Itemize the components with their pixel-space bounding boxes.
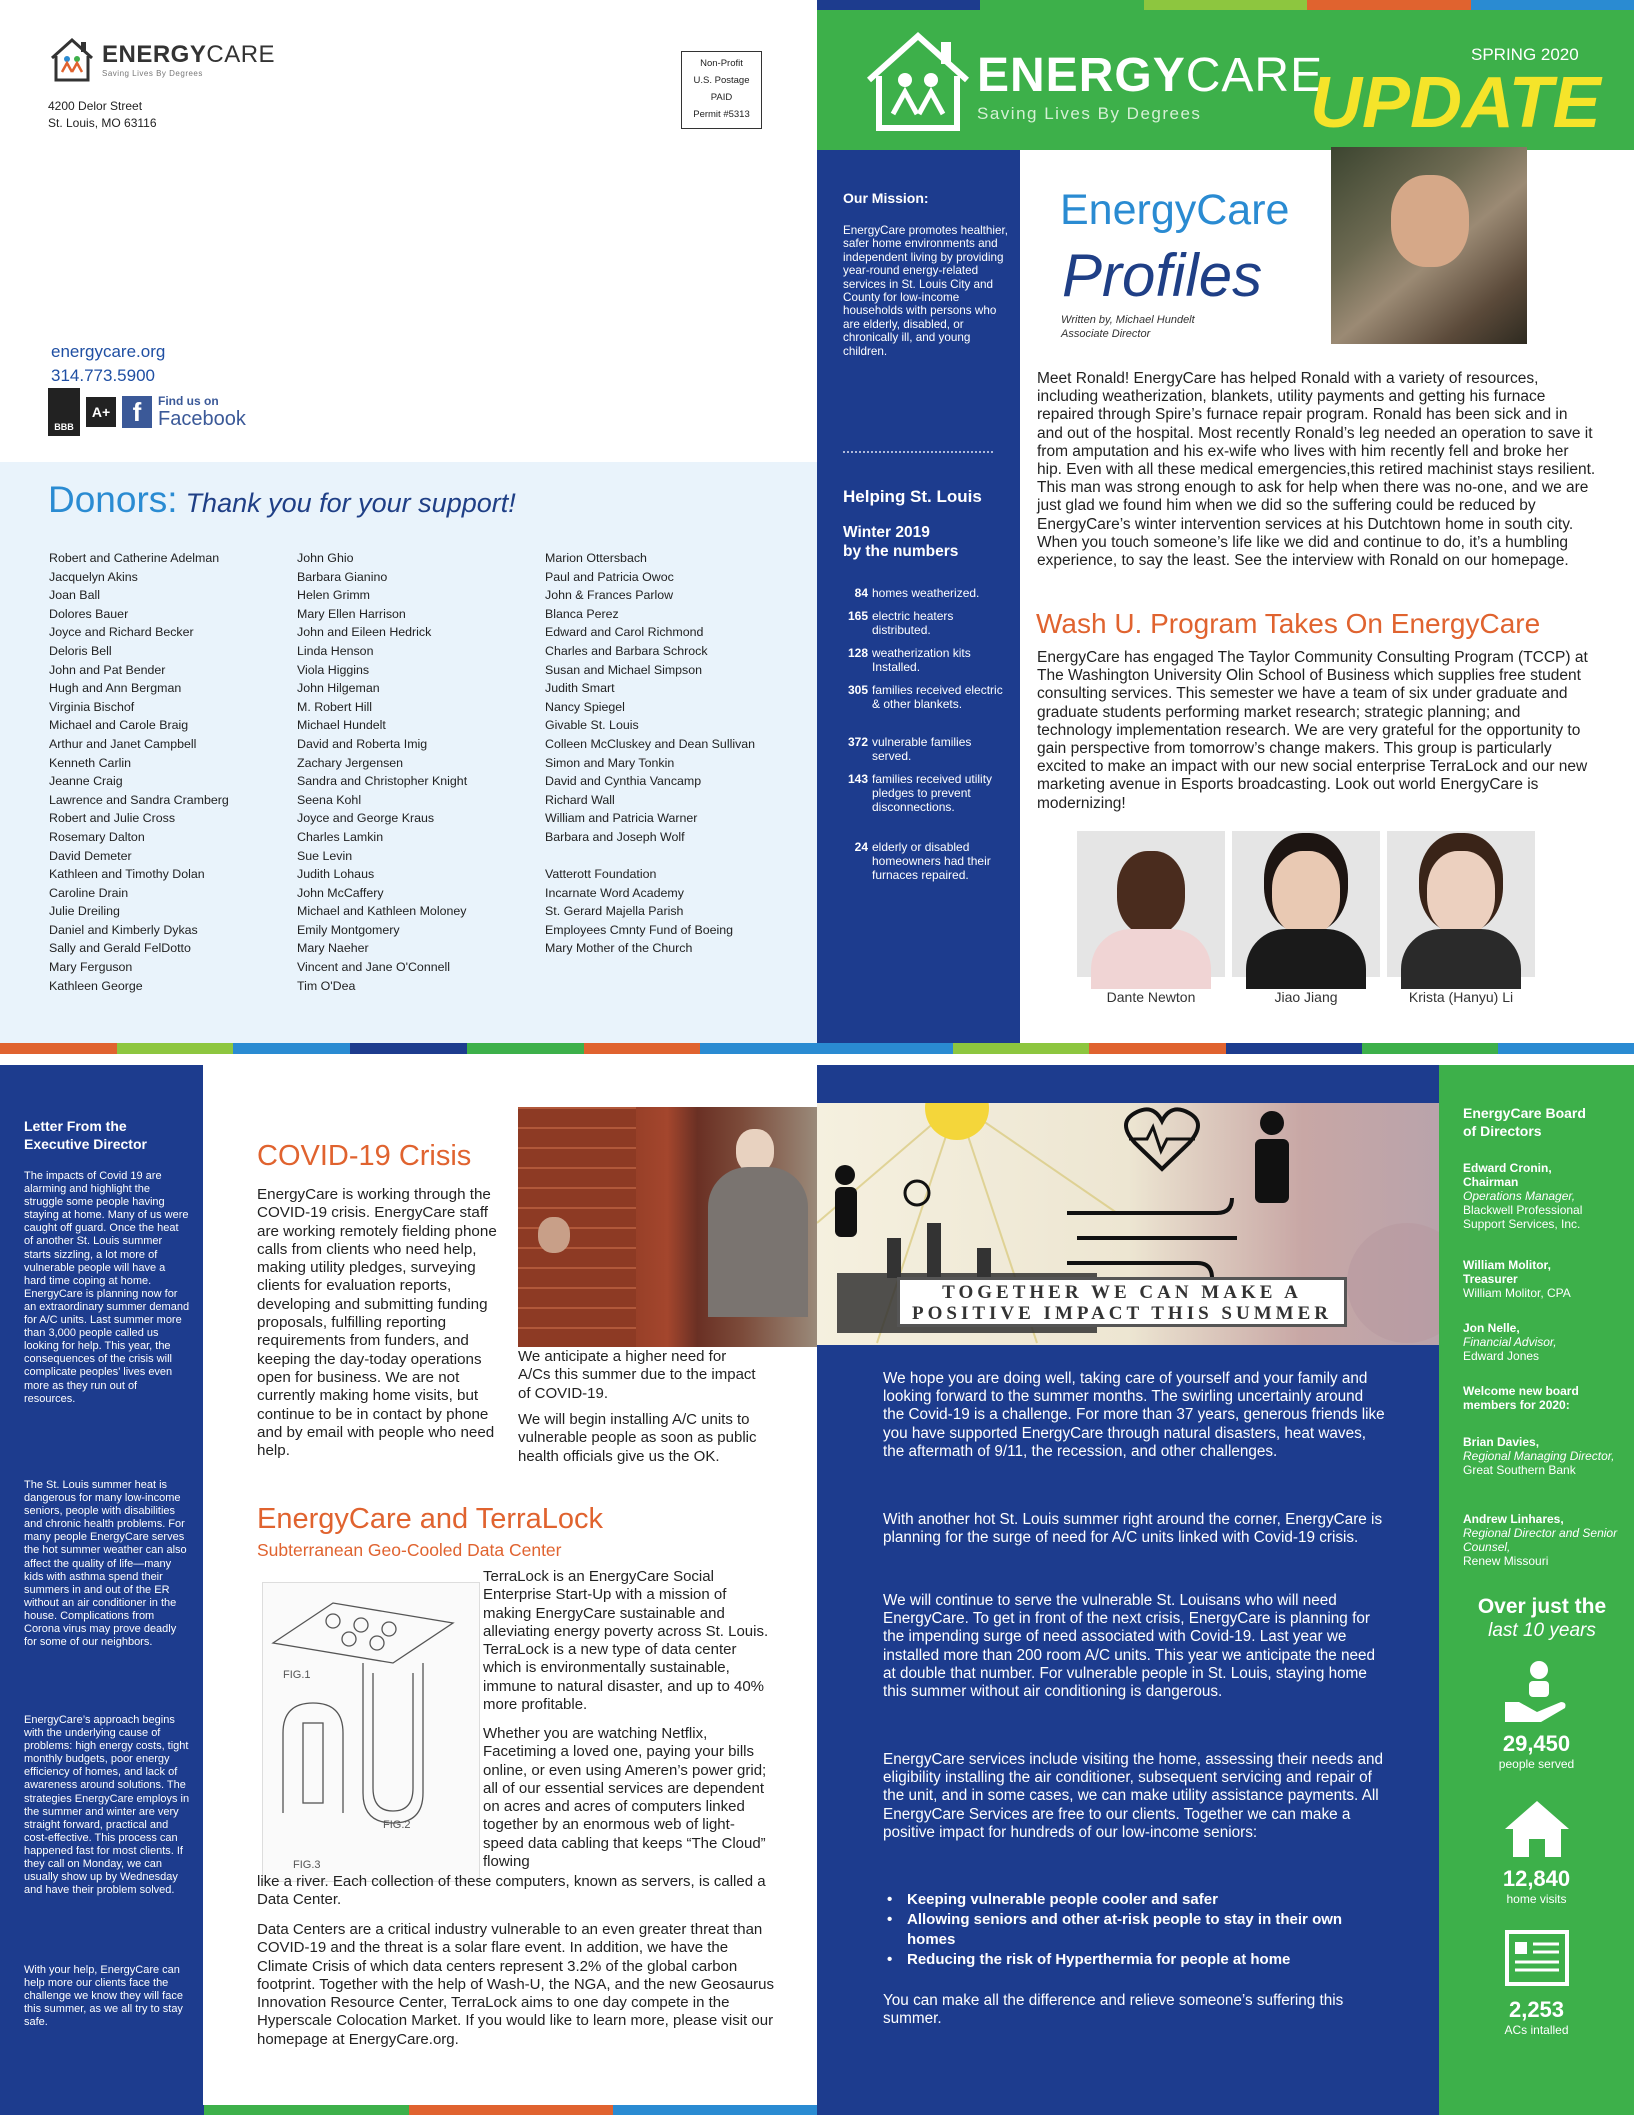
donor-name: John Hilgeman <box>297 681 380 696</box>
mailer-logo-tagline: Saving Lives By Degrees <box>102 68 203 78</box>
donor-name: Judith Lohaus <box>297 867 375 882</box>
summer-bullet-list <box>883 1890 1388 1970</box>
portrait-body <box>1246 929 1366 989</box>
donor-name: Colleen McCluskey and Dean Sullivan <box>545 736 756 751</box>
donor-name: Jeanne Craig <box>49 774 123 789</box>
donors-heading <box>48 479 516 521</box>
donor-list-col-1 <box>49 549 229 995</box>
terralock-subtitle: Subterranean Geo-Cooled Data Center <box>257 1540 562 1560</box>
board-member <box>1463 1258 1623 1300</box>
bullet-item: • Keeping vulnerable people cooler and safer <box>883 1890 1388 1910</box>
donor-name: M. Robert Hill <box>297 699 373 714</box>
bbb-logo-icon: BBB <box>48 388 80 436</box>
donor-name: Emily Montgomery <box>297 922 400 937</box>
newsletter-title: UPDATE <box>1310 63 1601 143</box>
donor-name: Susan and Michael Simpson <box>545 662 703 677</box>
donor-name: Dolores Bauer <box>49 606 129 621</box>
bullet-item: • Allowing seniors and other at-risk people to stay in their own homes <box>883 1910 1388 1950</box>
board-member <box>1463 1161 1623 1231</box>
address-line-1: 4200 Delor Street <box>48 99 143 113</box>
letter-paragraph: EnergyCare’s approach begins with the underlying cause of problems: high energy costs, tight monthly budgets, poor energy efficiency of homes, and lack of awareness around solutions. The strategies EnergyCare employs in the summer and winter are very straight forward, practical and cost-effective. This process can happened fast for most clients. If they call on Monday, we can usually show up by Wednesday and have their problem solved. <box>24 1714 190 1897</box>
student-name: Krista (Hanyu) Li <box>1408 989 1514 1005</box>
wash-title: Wash U. Program Takes On EnergyCare <box>1036 608 1541 639</box>
stat-number: 143 <box>847 772 868 786</box>
donor-name: Givable St. Louis <box>545 718 639 733</box>
fig-label: FIG.3 <box>293 1859 321 1871</box>
terralock-paragraph-1: TerraLock is an EnergyCare Social Enterprise Start-Up with a mission of making EnergyCare sustainable and alleviating energy poverty across St. Louis. TerraLock is a new type of data center which is environmentally sustainable, immune to natural disaster, and up to 40% more profitable. <box>483 1568 769 1714</box>
terralock-paragraph-2b: like a river. Each collection of these computers, known as servers, is called a Data Center. <box>257 1873 766 1909</box>
stat-label: electric heaters distributed. <box>872 609 954 637</box>
house-logo-icon <box>48 34 96 84</box>
donor-name <box>545 847 755 866</box>
stat-label: vulnerable families served. <box>872 735 972 763</box>
donor-name: Judith Smart <box>545 681 615 696</box>
stat-number: 2,253 <box>1508 1997 1565 2022</box>
donor-name: Julie Dreiling <box>49 904 120 919</box>
terralock-paragraph-2a: Whether you are watching Netflix, Facetiming a loved one, paying your bills online, or even using Ameren’s power grid; all of our essential services are dependent on acres and acres of computers linked together by an enormous web of light-speed data cabling that keeps “The Cloud” flowing <box>483 1725 767 1871</box>
student-photo <box>1077 831 1225 977</box>
new-members-line-2: members for 2020: <box>1463 1398 1570 1412</box>
member-org: Blackwell Professional Support Services, Inc. <box>1463 1203 1583 1231</box>
byline-author: Written by, Michael Hundelt <box>1061 314 1195 326</box>
summer-paragraph: With another hot St. Louis summer right around the corner, EnergyCare is planning for the surge of need for A/C units linked with Covid-19 crisis. <box>883 1511 1383 1547</box>
color-strip <box>0 1043 817 1054</box>
donor-name: Sally and Gerald FelDotto <box>49 941 191 956</box>
donor-name: Barbara Gianino <box>297 569 388 584</box>
donor-name: Virginia Bischof <box>49 699 135 714</box>
donor-name: Robert and Catherine Adelman <box>49 551 220 565</box>
donor-name: David and Cynthia Vancamp <box>545 774 702 789</box>
board-member <box>1463 1321 1623 1363</box>
donor-name: Joyce and Richard Becker <box>49 625 194 640</box>
donor-name: Kathleen George <box>49 978 143 993</box>
donor-name: St. Gerard Majella Parish <box>545 904 684 919</box>
donor-name: John and Eileen Hedrick <box>297 625 432 640</box>
stat-label: elderly or disabled homeowners had their furnaces repaired. <box>872 840 991 882</box>
house-logo-icon <box>863 28 973 134</box>
stat-item <box>843 610 1003 638</box>
board-title-line-1: EnergyCare Board <box>1463 1105 1586 1121</box>
donor-name: Rosemary Dalton <box>49 829 145 844</box>
summer-paragraph: EnergyCare services include visiting the home, assessing their needs and eligibility installing the air conditioner, subsequent servicing and repair of the unit, and in some cases, we can make utility assistance payments. All EnergyCare Services are free to our clients. Together we can make a positive impact for hundreds of our low-income seniors: <box>883 1751 1383 1841</box>
donor-list-col-3 <box>545 549 755 958</box>
letter-title-line-2: Executive Director <box>24 1136 147 1152</box>
impact-subtitle: last 10 years <box>1488 1620 1596 1641</box>
portrait-face <box>1272 851 1340 935</box>
new-members-heading <box>1463 1384 1623 1412</box>
impact-stat <box>1439 1928 1634 2037</box>
terralock-paragraph-3: Data Centers are a critical industry vulnerable to an even greater threat than COVID-19 and the threat is a solar flare event. In addition, we have the Climate Crisis of which data centers represent 3.2% of the global carbon footprint. Together with the help of Wash-U, the NGA, and the new Geosaurus Innovation Resource Center, TerraLock aims to one day compete in the Hyperscale Colocation Market. If you would like to learn more, please visit our homepage at EnergyCare.org. <box>257 1921 774 2048</box>
hot-person-icon <box>1260 1111 1284 1135</box>
donor-name: Vincent and Jane O'Connell <box>297 960 450 975</box>
new-members-line-1: Welcome new board <box>1463 1384 1579 1398</box>
member-role: Chairman <box>1463 1175 1519 1189</box>
stat-item <box>843 841 1003 882</box>
address-line-2: St. Louis, MO 63116 <box>48 116 157 130</box>
stat-item <box>843 736 1003 764</box>
stat-item <box>843 647 1003 675</box>
postage-line: Non-Profit <box>700 58 743 69</box>
byline-role: Associate Director <box>1061 328 1151 340</box>
color-strip <box>817 0 1634 10</box>
donor-name: Joan Ball <box>49 588 100 603</box>
stat-label: home visits <box>1506 1892 1567 1906</box>
hand-care-icon <box>1501 1658 1573 1726</box>
donor-name: William and Patricia Warner <box>545 811 698 826</box>
air-conditioner-icon <box>1501 1928 1573 1992</box>
stat-number: 372 <box>847 735 868 749</box>
board-title <box>1463 1104 1623 1140</box>
donor-name: Employees Cmnty Fund of Boeing <box>545 922 734 937</box>
donor-name: Incarnate Word Academy <box>545 885 684 900</box>
mailer-logo-word-a: ENERGY <box>102 40 207 68</box>
donor-name: Helen Grimm <box>297 588 370 603</box>
postage-line: Permit #5313 <box>693 109 750 120</box>
stat-number: 165 <box>847 609 868 623</box>
patent-drawing <box>262 1582 480 1882</box>
donor-name: Simon and Mary Tonkin <box>545 755 675 770</box>
profiles-byline <box>1061 313 1195 341</box>
donor-name: Michael Hundelt <box>297 718 386 733</box>
donor-name: John Ghio <box>297 551 354 565</box>
member-position: Financial Advisor, <box>1463 1335 1557 1349</box>
stat-number: 29,450 <box>1502 1731 1571 1756</box>
donor-name: Mary Naeher <box>297 941 369 956</box>
dome-shape <box>1347 1223 1439 1343</box>
member-position: Regional Director and Senior Counsel, <box>1463 1526 1618 1554</box>
donor-name: Seena Kohl <box>297 792 362 807</box>
person-icon <box>835 1165 855 1185</box>
donor-name: Richard Wall <box>545 792 615 807</box>
postage-indicia <box>681 51 762 129</box>
stat-item <box>843 684 1003 712</box>
student-name: Jiao Jiang <box>1274 989 1338 1005</box>
home-icon <box>1501 1797 1573 1861</box>
summer-banner <box>897 1277 1347 1327</box>
stat-label: people served <box>1498 1757 1575 1771</box>
donor-name: Joyce and George Kraus <box>297 811 435 826</box>
donor-name: Arthur and Janet Campbell <box>49 736 197 751</box>
student-name: Dante Newton <box>1106 989 1196 1005</box>
stat-number: 305 <box>847 683 868 697</box>
sun-icon <box>925 1103 989 1140</box>
member-name: Jon Nelle, <box>1463 1321 1520 1335</box>
donor-name: Charles Lamkin <box>297 829 384 844</box>
donor-name: David and Roberta Imig <box>297 736 428 751</box>
brick-wall <box>518 1107 636 1347</box>
donor-name: Blanca Perez <box>545 606 619 621</box>
donor-name: John McCaffery <box>297 885 384 900</box>
postage-line: U.S. Postage <box>693 75 750 86</box>
phone-number: 314.773.5900 <box>51 366 155 385</box>
donor-name: Vatterott Foundation <box>545 867 657 882</box>
color-strip <box>817 1043 1634 1054</box>
portrait-body <box>1091 929 1211 989</box>
donor-name: Kathleen and Timothy Dolan <box>49 867 205 882</box>
donor-name: Robert and Julie Cross <box>49 811 176 826</box>
facebook-icon[interactable]: f <box>122 396 152 428</box>
covid-body: EnergyCare is working through the COVID-19 crisis. EnergyCare staff are working remotely fielding phone calls from clients who need help, making utility pledges, surveying clients for evaluation reports, developing and submitting funding proposals, fulfilling reporting requirements from funders, and keeping the day-today operations open for business. We are not currently making home visits, but continue to be in contact by phone and by email with people who need help. <box>257 1186 497 1460</box>
portrait-face <box>1427 851 1495 935</box>
stat-number: 84 <box>854 586 868 600</box>
help-subtitle-line-2: by the numbers <box>843 543 959 560</box>
divider <box>843 451 993 453</box>
student-photo <box>1387 831 1535 977</box>
stat-label: homes weatherized. <box>872 586 980 600</box>
donor-name: Daniel and Kimberly Dykas <box>49 922 198 937</box>
stat-item <box>843 587 1003 601</box>
stat-number: 128 <box>847 646 868 660</box>
donor-name: Marion Ottersbach <box>545 551 647 565</box>
letter-paragraph: With your help, EnergyCare can help more our clients face the challenge we know they will face this summer, as we all try to stay safe. <box>24 1964 183 2029</box>
stat-item <box>843 773 1003 814</box>
terralock-title: EnergyCare and TerraLock <box>257 1503 604 1535</box>
donor-name: Lawrence and Sandra Cramberg <box>49 792 229 807</box>
portrait-body <box>708 1167 808 1317</box>
stat-label: weatherization kits Installed. <box>872 646 971 674</box>
donor-name: Jacquelyn Akins <box>49 569 138 584</box>
help-subtitle-line-1: Winter 2019 <box>843 524 930 541</box>
profiles-title-2: Profiles <box>1062 242 1263 309</box>
donor-name: Deloris Bell <box>49 643 112 658</box>
summer-paragraph: We hope you are doing well, taking care of yourself and your family and looking forward to the summer months. The swirling uncertainly around the Covid-19 is a challenge. For more than 37 years, generous friends like you have supported EnergyCare through natural disasters, heat waves, the aftermath of 9/11, the recession, and other challenges. <box>883 1370 1385 1460</box>
banner-line-1: TOGETHER WE CAN MAKE A <box>942 1282 1302 1303</box>
member-org: Renew Missouri <box>1463 1554 1549 1568</box>
member-role: Treasurer <box>1463 1272 1518 1286</box>
patent-diagram-icon <box>263 1583 479 1881</box>
covid-caption-2: We will begin installing A/C units to vulnerable people as soon as public health officials give us the OK. <box>518 1411 757 1465</box>
mission-body: EnergyCare promotes healthier, safer home environments and independent living by providing year-round energy-related services in St. Louis City and County for low-income households with persons who are elderly, disabled, or chronically ill, and young children. <box>843 224 1009 358</box>
ronald-photo <box>1331 147 1527 344</box>
profiles-body: Meet Ronald! EnergyCare has helped Ronald with a variety of resources, including weatherization, blankets, utility payments and getting his furnace repaired through Spire’s furnace repair program. Ronald has been sick and in and out of the hospital. Most recently Ronald’s leg needed an operation to save it from amputation and his ex-wife who lives with him recently fell and broke her hip. Even with all these medical emergencies,this retired machinist stays resilient. This man was strong enough to ask for help when there was no-one, and we are just glad we found him when we did so the suffering could be reduced by EnergyCare’s winter intervention services at his Dutchtown home in south city. When you touch someone’s life like we did and continue to do, it’s a humbling experience, to say the least. See the interview with Ronald on our homepage. <box>1037 370 1596 570</box>
sun-outline-icon <box>905 1181 929 1205</box>
member-position: Operations Manager, <box>1463 1189 1576 1203</box>
masthead-word-a: ENERGY <box>977 49 1186 102</box>
donor-name: Michael and Carole Braig <box>49 718 189 733</box>
member-org: Great Southern Bank <box>1463 1463 1576 1477</box>
fig-label: FIG.2 <box>383 1819 411 1831</box>
donor-name: Edward and Carol Richmond <box>545 625 704 640</box>
donor-name: Viola Higgins <box>297 662 370 677</box>
help-subtitle <box>843 523 958 561</box>
facebook-big-text: Facebook <box>158 408 246 430</box>
letter-title-line-1: Letter From the <box>24 1118 127 1134</box>
donor-name: Michael and Kathleen Moloney <box>297 904 467 919</box>
donor-name: John & Frances Parlow <box>545 588 674 603</box>
donor-name: Sandra and Christopher Knight <box>297 774 468 789</box>
donor-name: Mary Ellen Harrison <box>297 606 406 621</box>
summer-paragraph: We will continue to serve the vulnerable St. Louisans who will need EnergyCare. To get in front of the next crisis, EnergyCare is planning for the impending surge of need associated with Covid-19. Last year we installed more than 200 room A/C units. This year we anticipate the need at double that number. For vulnerable people in St. Louis, staying home this summer without air conditioning is dangerous. <box>883 1592 1376 1701</box>
donor-name: David Demeter <box>49 848 132 863</box>
mailer-logo-word-b: CARE <box>206 40 276 68</box>
donor-name: Charles and Barbara Schrock <box>545 643 708 658</box>
mailer-logo <box>48 34 275 84</box>
stat-number: 12,840 <box>1502 1866 1571 1891</box>
mission-title: Our Mission: <box>843 190 929 206</box>
banner-line-2: POSITIVE IMPACT THIS SUMMER <box>912 1303 1332 1324</box>
masthead-tagline: Saving Lives By Degrees <box>977 104 1202 123</box>
donor-list-col-2 <box>297 549 467 995</box>
impact-title: Over just the <box>1477 1595 1607 1618</box>
member-org: William Molitor, CPA <box>1463 1286 1571 1300</box>
donors-subtitle: Thank you for your support! <box>185 488 516 518</box>
contact-info <box>51 340 165 388</box>
member-name: Edward Cronin, <box>1463 1161 1552 1175</box>
portrait-face <box>1117 851 1185 935</box>
covid-title: COVID-19 Crisis <box>257 1140 472 1172</box>
covid-caption-1: We anticipate a higher need for A/Cs this summer due to the impact of COVID-19. <box>518 1348 756 1402</box>
masthead-logo <box>863 28 1323 134</box>
masthead-word-b: CARE <box>1185 49 1324 102</box>
donor-name: Kenneth Carlin <box>49 755 131 770</box>
fig-label: FIG.1 <box>283 1669 311 1681</box>
letter-paragraph: The St. Louis summer heat is dangerous for many low-income seniors, people with disabilities and chronic health problems. For many people EnergyCare serves the hot summer weather can also affect the quality of life—many kids with asthma spend their summers in and out of the ER without an air conditioner in the house. Complications from Corona virus may prove deadly for some of our neighbors. <box>24 1479 187 1649</box>
portrait-face <box>538 1217 570 1253</box>
bbb-rating-badge: A+ <box>86 397 116 427</box>
donor-name: Linda Henson <box>297 643 374 658</box>
donor-name: Barbara and Joseph Wolf <box>545 829 685 844</box>
donor-name: Mary Mother of the Church <box>545 941 693 956</box>
impact-stat <box>1439 1658 1634 1771</box>
donor-name: Paul and Patricia Owoc <box>545 569 674 584</box>
letter-title <box>24 1117 147 1153</box>
member-name: Brian Davies, <box>1463 1435 1540 1449</box>
donor-name: John and Pat Bender <box>49 662 166 677</box>
donor-name: Tim O'Dea <box>297 978 356 993</box>
member-name: William Molitor, <box>1463 1258 1551 1272</box>
stat-number: 24 <box>854 840 868 854</box>
bullet-item: • Reducing the risk of Hyperthermia for people at home <box>883 1950 1388 1970</box>
stat-label: ACs intalled <box>1504 2023 1569 2037</box>
donor-name: Sue Levin <box>297 848 353 863</box>
donor-name: Hugh and Ann Bergman <box>49 681 182 696</box>
stat-label: families received utility pledges to prevent disconnections. <box>872 772 993 814</box>
issue-date: SPRING 2020 <box>1471 45 1579 64</box>
donor-name: Mary Ferguson <box>49 960 133 975</box>
website-link[interactable]: energycare.org <box>51 342 166 361</box>
summer-paragraph: You can make all the difference and relieve someone’s suffering this summer. <box>883 1992 1344 2028</box>
board-member <box>1463 1435 1623 1477</box>
member-org: Edward Jones <box>1463 1349 1540 1363</box>
facebook-link[interactable] <box>158 394 246 430</box>
member-name: Andrew Linhares, <box>1463 1512 1564 1526</box>
board-member <box>1463 1512 1623 1568</box>
student-photo <box>1232 831 1380 977</box>
board-title-line-2: of Directors <box>1463 1123 1542 1139</box>
stat-label: families received electric & other blankets. <box>872 683 1003 711</box>
facebook-small-text: Find us on <box>158 394 219 408</box>
badges-row <box>48 388 246 436</box>
donors-title: Donors: <box>48 479 178 520</box>
donor-name: Nancy Spiegel <box>545 699 625 714</box>
portrait-body <box>1401 929 1521 989</box>
member-position: Regional Managing Director, <box>1463 1449 1615 1463</box>
portrait-face <box>1391 175 1469 267</box>
impact-heading <box>1453 1595 1631 1643</box>
help-title: Helping St. Louis <box>843 487 982 506</box>
donor-name: Zachary Jergensen <box>297 755 404 770</box>
impact-stat <box>1439 1797 1634 1906</box>
covid-delivery-photo <box>518 1107 817 1347</box>
postage-line: PAID <box>710 92 733 103</box>
return-address <box>48 98 157 132</box>
donor-name: Caroline Drain <box>49 885 129 900</box>
letter-paragraph: The impacts of Covid 19 are alarming and highlight the struggle some people having staying at home. Many of us were caught off guard. Once the heat of another St. Louis summer starts sizzling, a lot more of vulnerable people will have a hard time coping at home. EnergyCare is planning now for an extraordinary summer demand for A/C units. Last summer more than 3,000 people called us looking for help. This year, the consequences of the crisis will complicate peoples’ lives even more as they run out of resources. <box>24 1170 190 1405</box>
wash-body: EnergyCare has engaged The Taylor Community Consulting Program (TCCP) at The Washington University Olin School of Business which supplies free student consulting services. This semester we have a team of six under graduate and graduate students performing market research; strategic planning; and technology implementation research. We are very grateful for the opportunity to gain perspective from tomorrow’s change makers. This group is particularly excited to make an impact with our new social enterprise TerraLock and our new marketing avenue in Esports broadcasting. Look out world EnergyCare is modernizing! <box>1037 649 1588 812</box>
profiles-title-1: EnergyCare <box>1060 186 1290 234</box>
